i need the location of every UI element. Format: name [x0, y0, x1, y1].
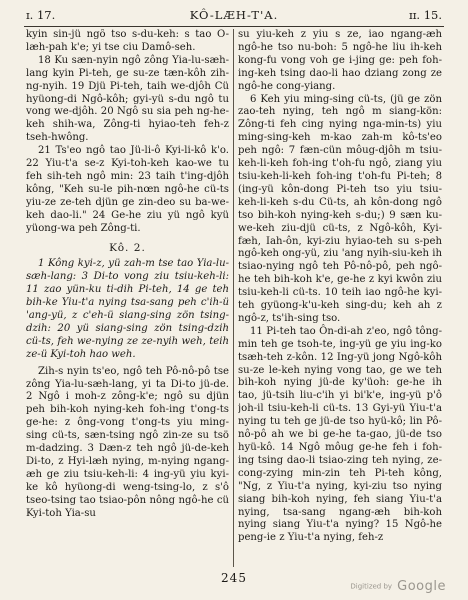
left-paragraph: 21 Ts'eo ngô tao Jü-li-ô Kyi-li-kô k'o. 22 Yiu-t'a se-z Kyi-toh-keh kao-we tu feh sih-teh ngô min: 23 taih t'ing-djôh kông, "Keh su-le pih-nœn ngô-he cü-ts yiu-ze ze-teh djün ge zin-deo su ba-we-keh dao-li." 24 Ge-he ziu yü ngô kyü yüong-wa peh Zông-ti.: [26, 145, 229, 234]
right-paragraph: su yiu-keh z yiu s ze, iao ngang-æh ngô-he tso nu-boh: 5 ngô-he liu ih-keh kong-fu vong voh ge i-jing ge: peh foh-ing-keh tsing dao-li hao dziang zong ze ngô-he cong-yiang.: [238, 29, 442, 92]
chapter-heading: Kô. 2.: [109, 241, 146, 254]
running-header: [26, 8, 442, 26]
digitized-watermark: [350, 576, 446, 595]
left-column: [26, 29, 229, 569]
left-paragraph: 18 Ku sæn-nyin ngô zông Yia-lu-sæh-lang kyin Pi-teh, ge su-ze tæn-kôh zih-ng-nyih. 19 Djü Pi-teh, taih we-djôh Cü hyüong-di Ngô-kôh; gyi-yü s-du ngô tu vong we-djôh. 20 Ngô su sia peh ng-he-keh shih-wa, Zông-ti hyiao-teh feh-z tseh-hwông.: [26, 54, 229, 144]
left-paragraph: Zih-s nyin ts'eo, ngô teh Pô-nô-pô tse zông Yia-lu-sæh-lang, yi ta Di-to jü-de. 2 Ngô i moh-z zông-k'e; ngô su djün peh bih-koh nying-keh foh-ing t'ong-ts ge-he: z ông-vong t'ong-ts yiu ming-sing cü-ts, sæn-tsing ngô zin-ze su tsö m-dadzing. 3 Dæn-z teh ngô jü-de-keh Di-to, z Hyi-læh nying, m-nying ngang-æh ge ziu tsiu-keh-li: 4 ing-yü yiu kyi-ke kô hyüong-di weng-tsing-lo, z s'ô tseo-tsing tao tsiao-pôn nông ngô-he cü Kyi-toh Yia-su: [26, 365, 229, 519]
header-title: KÔ-LÆH-T'A.: [189, 8, 279, 22]
google-logo: Google: [397, 579, 446, 594]
digitized-prefix: Digitized by: [350, 582, 393, 591]
page-number: 245: [221, 571, 247, 585]
left-paragraph: kyin sin-jü ngô tso s-du-keh: s tao Ô-læh-pah k'e; yi tse ciu Damô-seh.: [26, 29, 229, 53]
column-divider: [233, 29, 234, 567]
right-column: [238, 29, 442, 569]
header-left-reference: ɪ. 17.: [26, 8, 56, 22]
header-rule: [24, 26, 444, 27]
chapter-summary: 1 Kông kyi-z, yü zah-m tse tao Yia-lu-sæh-lang: 3 Di-to vong ziu tsiu-keh-li: 11 zao yün-ku ti-dih Pi-teh, 14 ge teh bih-ke Yiu-t'a nying tsa-sang peh c'ih-ü 'ang-yü, z c'eh-ü siang-sing zön tsing-dzih: 20 yü siang-sing zön tsing-dzih cü-ts, feh we-nying ze ze-nyih weh, teih ze-ü Kyi-toh hao weh.: [26, 258, 229, 360]
right-paragraph: 11 Pi-teh tao Ôn-di-ah z'eo, ngô tông-min teh ge tsoh-te, ing-yü ge yiu ing-ko tsæh-teh z-kôn. 12 Ing-yü jong Ngô-kôh su-ze le-keh nying vong tao, ge we teh bih-koh nying jü-de ky'üoh: ge-he ih tao, jü-tsih liu-c'ih yi bi'k'e, ing-yü p'ô joh-il tsiu-keh-li cü-ts. 13 Gyi-yü Yiu-t'a nying tu teh ge jü-de tso hyü-kô; lin Pô-nô-pô ah we bi ge-he ta-gao, jü-de tso hyü-kô. 14 Ngô môug ge-he feh i foh-ing tsing dao-li tsiao-zing teh nying, ze-cong-zying min-zin teh Pi-teh kông, "Ng, z Yiu-t'a nying, kyi-ziu tso nying siang bih-koh nying, feh siang Yiu-t'a nying, tsa-sang ngang-æh bih-koh nying siang Yiu-t'a nying? 15 Ngô-he peng-ie z Yiu-t'a nying, feh-z: [238, 325, 442, 544]
header-right-reference: ɪɪ. 15.: [409, 8, 442, 22]
right-paragraph: 6 Keh yiu ming-sing cü-ts, (jü ge zön zao-teh nying, teh ngô m siang-kön: Zông-ti feh cing nying nga-min-ts) yiu ming-sing-keh m-kao zah-m kô-ts'eo peh ngô: 7 fæn-cün môug-djôh m tsiu-keh-li-keh foh-ing t'oh-fu ngô, ziang yiu tsiu-keh-li-keh foh-ing t'oh-fu Pi-teh; 8 (ing-yü kôn-dong Pi-teh tso yiu tsiu-keh-li-keh s-du Cü-ts, ah kôn-dong ngô tso bih-koh nying-keh s-du;) 9 sæn ku-we-keh ziu-djü cü-ts, z Ngô-kôh, Kyi-fæh, Iah-ôn, kyi-ziu hyiao-teh su s-peh ngô-keh ong-yü, ziu 'ang nyih-siu-keh ih tsiao-nying ngô teh Pô-nô-pô, peh ngô-he teh bih-koh k'e, ge-he z kyi kwôn ziu tsiu-keh-li cü-ts. 10 teih iao ngô-he kyi-teh gyüong-k'u-keh sing-du; keh ah z ngô-z, ts'ih-sing tso.: [238, 93, 442, 324]
